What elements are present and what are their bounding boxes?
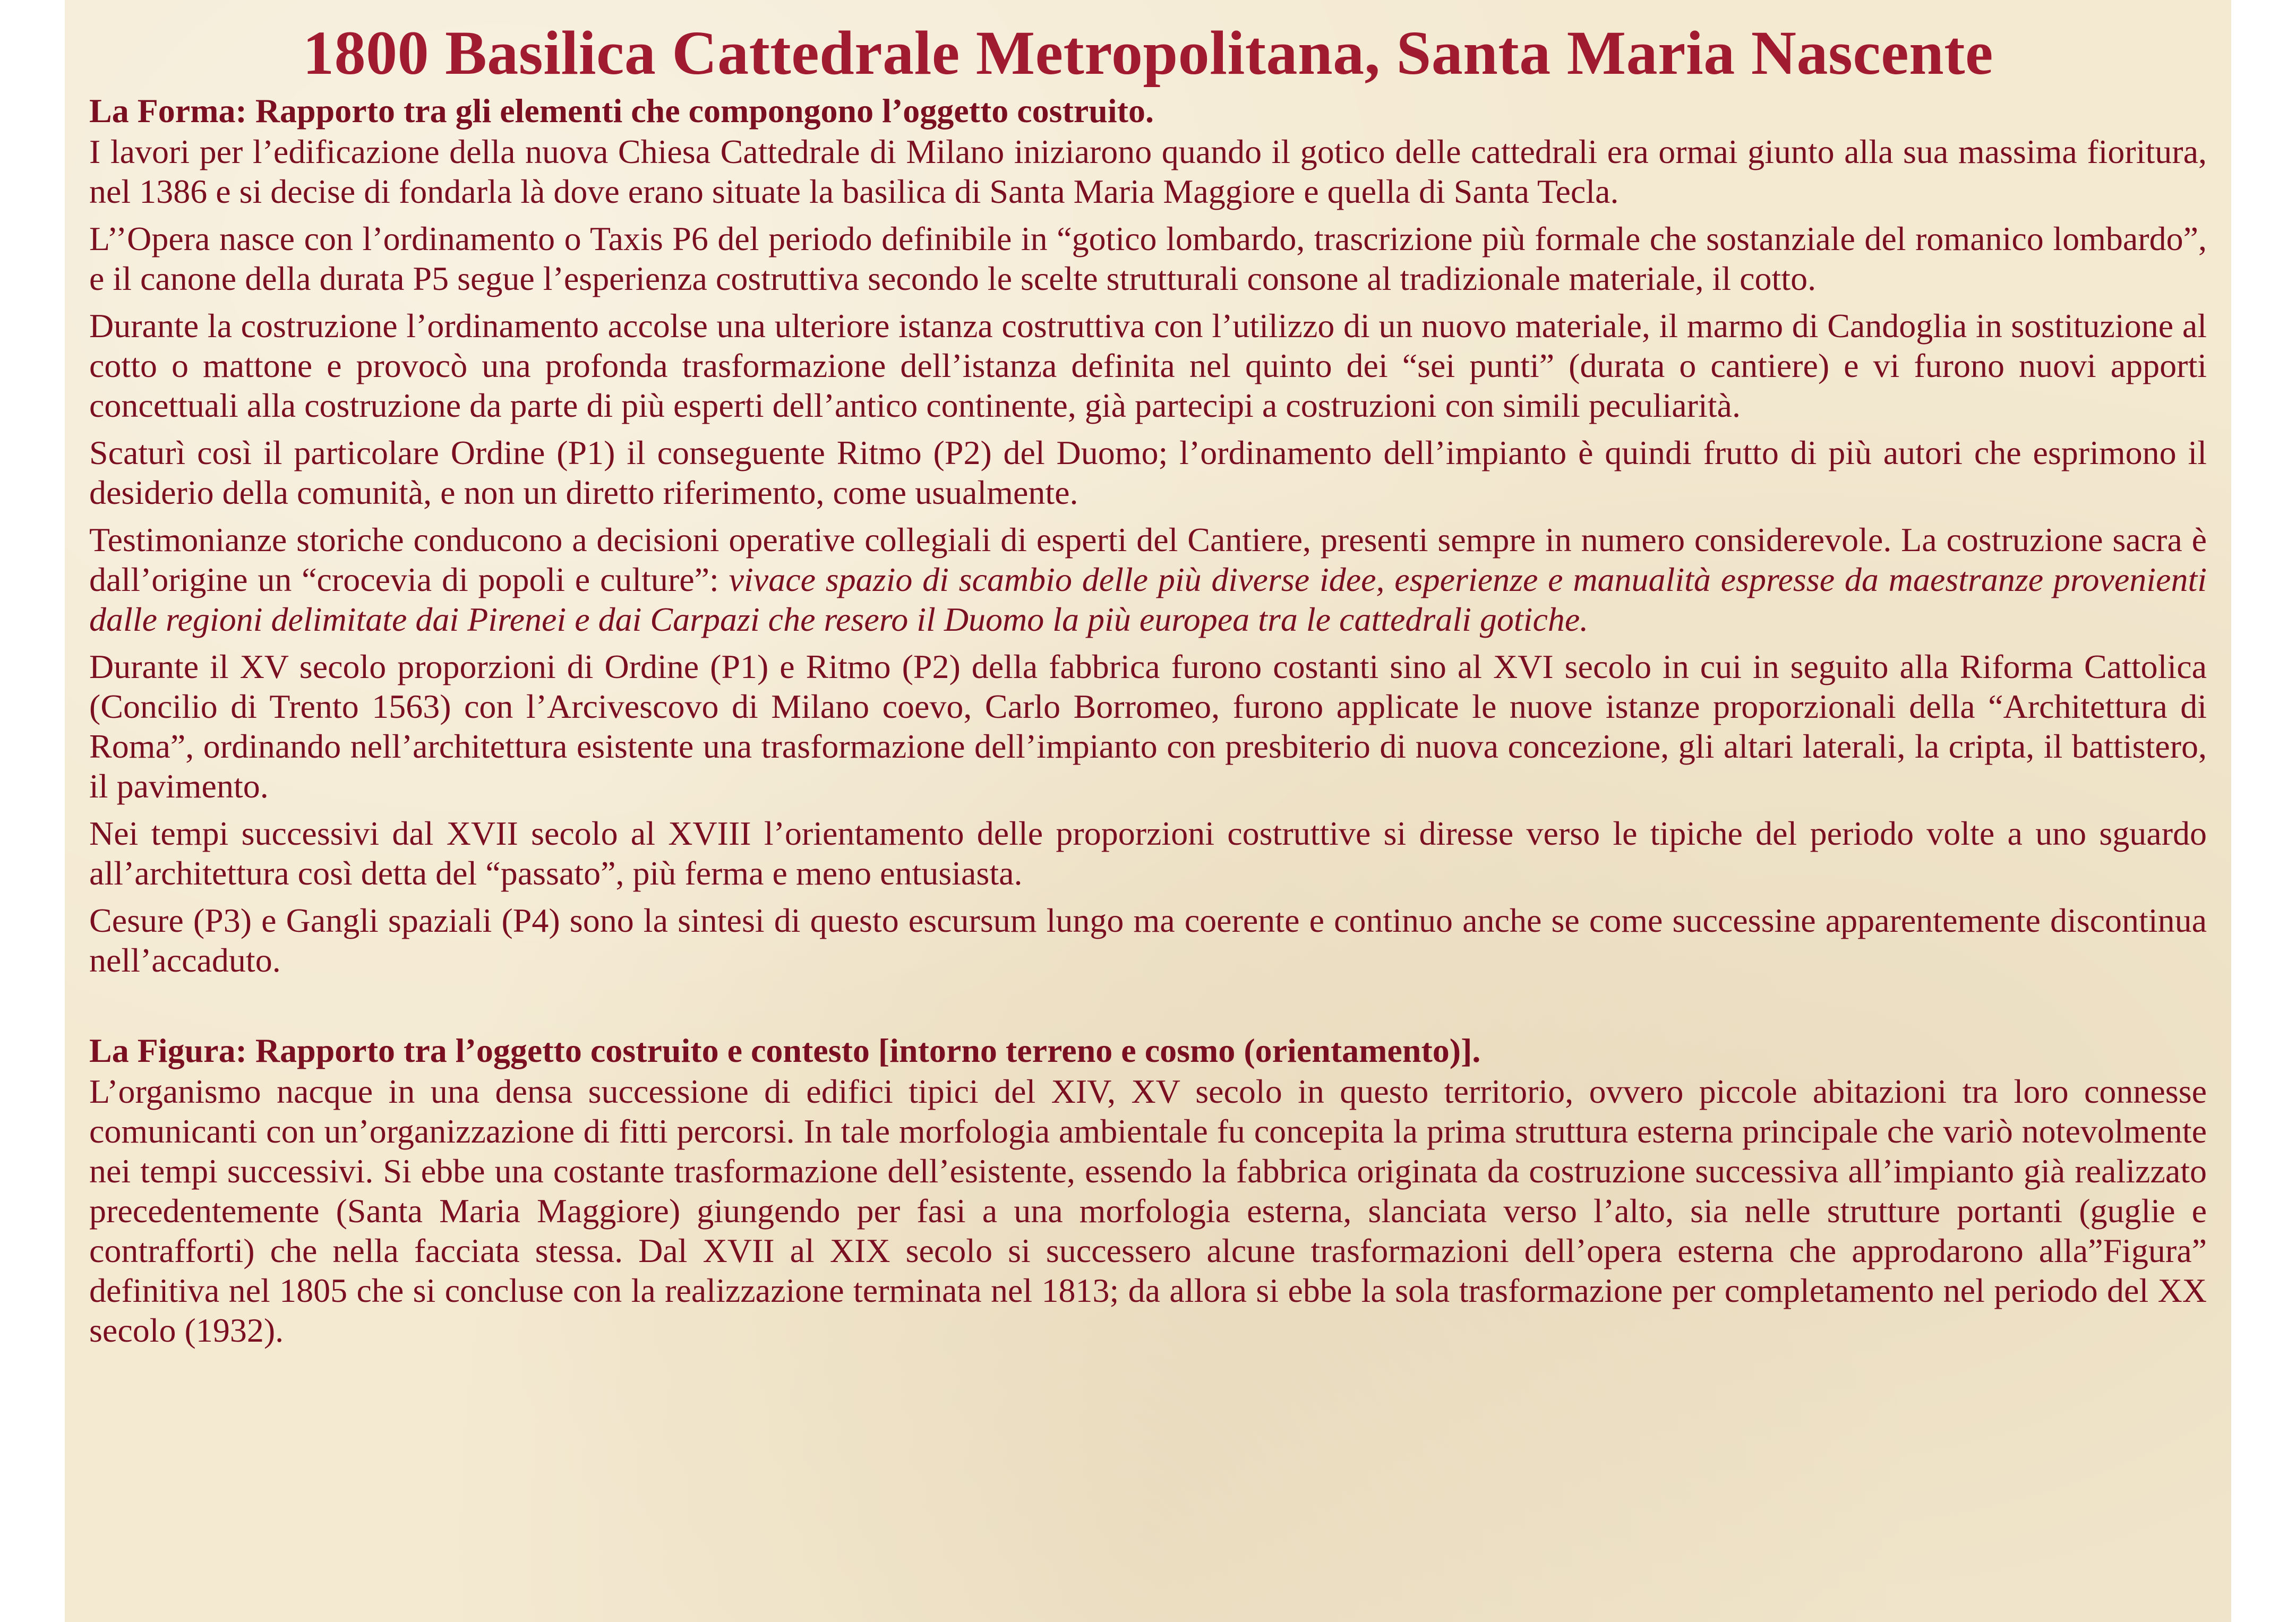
forma-paragraph-5	[89, 520, 2207, 639]
section-heading-figura: La Figura: Rapporto tra l’oggetto costruito e contesto [intorno terreno e cosmo (orientamento)].	[89, 1032, 1481, 1069]
forma-paragraph-1: I lavori per l’edificazione della nuova Chiesa Cattedrale di Milano iniziarono quando il gotico delle cattedrali era ormai giunto alla sua massima fioritura, nel 1386 e si decise di fondarla là dove erano situate la basilica di Santa Maria Maggiore e quella di Santa Tecla.	[89, 133, 2207, 210]
document-body	[89, 16, 2207, 1358]
forma-paragraph-8: Cesure (P3) e Gangli spaziali (P4) sono la sintesi di questo escursum lungo ma coerente e continuo anche se come successine apparentemente discontinua nell’accaduto.	[89, 902, 2207, 979]
document-title: 1800 Basilica Cattedrale Metropolitana, Santa Maria Nascente	[303, 18, 1993, 88]
forma-paragraph-6: Durante il XV secolo proporzioni di Ordine (P1) e Ritmo (P2) della fabbrica furono costanti sino al XVI secolo in cui in seguito alla Riforma Cattolica (Concilio di Trento 1563) con l’Arcivescovo di Milano coevo, Carlo Borromeo, furono applicate le nuove istanze proporzionali della “Architettura di Roma”, ordinando nell’architettura esistente una trasformazione dell’impianto con presbiterio di nuova concezione, gli altari laterali, la cripta, il battistero, il pavimento.	[89, 648, 2207, 805]
section-figura	[89, 1030, 2207, 1350]
section-spacer	[89, 988, 2207, 1030]
forma-paragraph-5-text: Testimonianze storiche conducono a decisioni operative collegiali di esperti del Cantiere, presenti sempre in numero considerevole. La costruzione sacra è dall’origine un “crocevia di popoli e culture”:	[89, 521, 2207, 598]
forma-paragraph-2: L’’Opera nasce con l’ordinamento o Taxis P6 del periodo definibile in “gotico lombardo, trascrizione più formale che sostanziale del romanico lombardo”, e il canone della durata P5 segue l’esperienza costruttiva secondo le scelte strutturali consone al tradizionale materiale, il cotto.	[89, 220, 2207, 297]
figura-paragraph-1: L’organismo nacque in una densa successione di edifici tipici del XIV, XV secolo in questo territorio, ovvero piccole abitazioni tra loro connesse comunicanti con un’organizzazione di fitti percorsi. In tale morfologia ambientale fu concepita la prima struttura esterna principale che variò notevolmente nei tempi successivi. Si ebbe una costante trasformazione dell’esistente, essendo la fabbrica originata da costruzione successiva all’impianto già realizzato precedentemente (Santa Maria Maggiore) giungendo per fasi a una morfologia esterna, slanciata verso l’alto, sia nelle strutture portanti (guglie e contrafforti) che nella facciata stessa. Dal XVII al XIX secolo si successero alcune trasformazioni dell’opera esterna che approdarono alla”Figura” definitiva nel 1805 che si concluse con la realizzazione terminata nel 1813; da allora si ebbe la sola trasformazione per completamento nel periodo del XX secolo (1932).	[89, 1072, 2207, 1349]
section-heading-forma: La Forma: Rapporto tra gli elementi che compongono l’oggetto costruito.	[89, 92, 1154, 130]
forma-paragraph-3: Durante la costruzione l’ordinamento accolse una ulteriore istanza costruttiva con l’utilizzo di un nuovo materiale, il marmo di Candoglia in sostituzione al cotto o mattone e provocò una profonda trasformazione dell’istanza definita nel quinto dei “sei punti” (durata o cantiere) e vi furono nuovi apporti concettuali alla costruzione da parte di più esperti dell’antico continente, già partecipi a costruzioni con simili peculiarità.	[89, 307, 2207, 424]
forma-paragraph-4: Scaturì così il particolare Ordine (P1) il conseguente Ritmo (P2) del Duomo; l’ordinamento dell’impianto è quindi frutto di più autori che esprimono il desiderio della comunità, e non un diretto riferimento, come usualmente.	[89, 434, 2207, 511]
section-forma	[89, 90, 2207, 980]
forma-paragraph-5-italic: vivace spazio di scambio delle più diverse idee, esperienze e manualità espresse da maestranze provenienti dalle regioni delimitate dai Pirenei e dai Carpazi che resero il Duomo la più europea tra le cattedrali gotiche.	[89, 561, 2207, 638]
paper-sheet	[65, 0, 2231, 1622]
forma-paragraph-7: Nei tempi successivi dal XVII secolo al XVIII l’orientamento delle proporzioni costruttive si diresse verso le tipiche del periodo volte a uno sguardo all’architettura così detta del “passato”, più ferma e meno entusiasta.	[89, 814, 2207, 892]
